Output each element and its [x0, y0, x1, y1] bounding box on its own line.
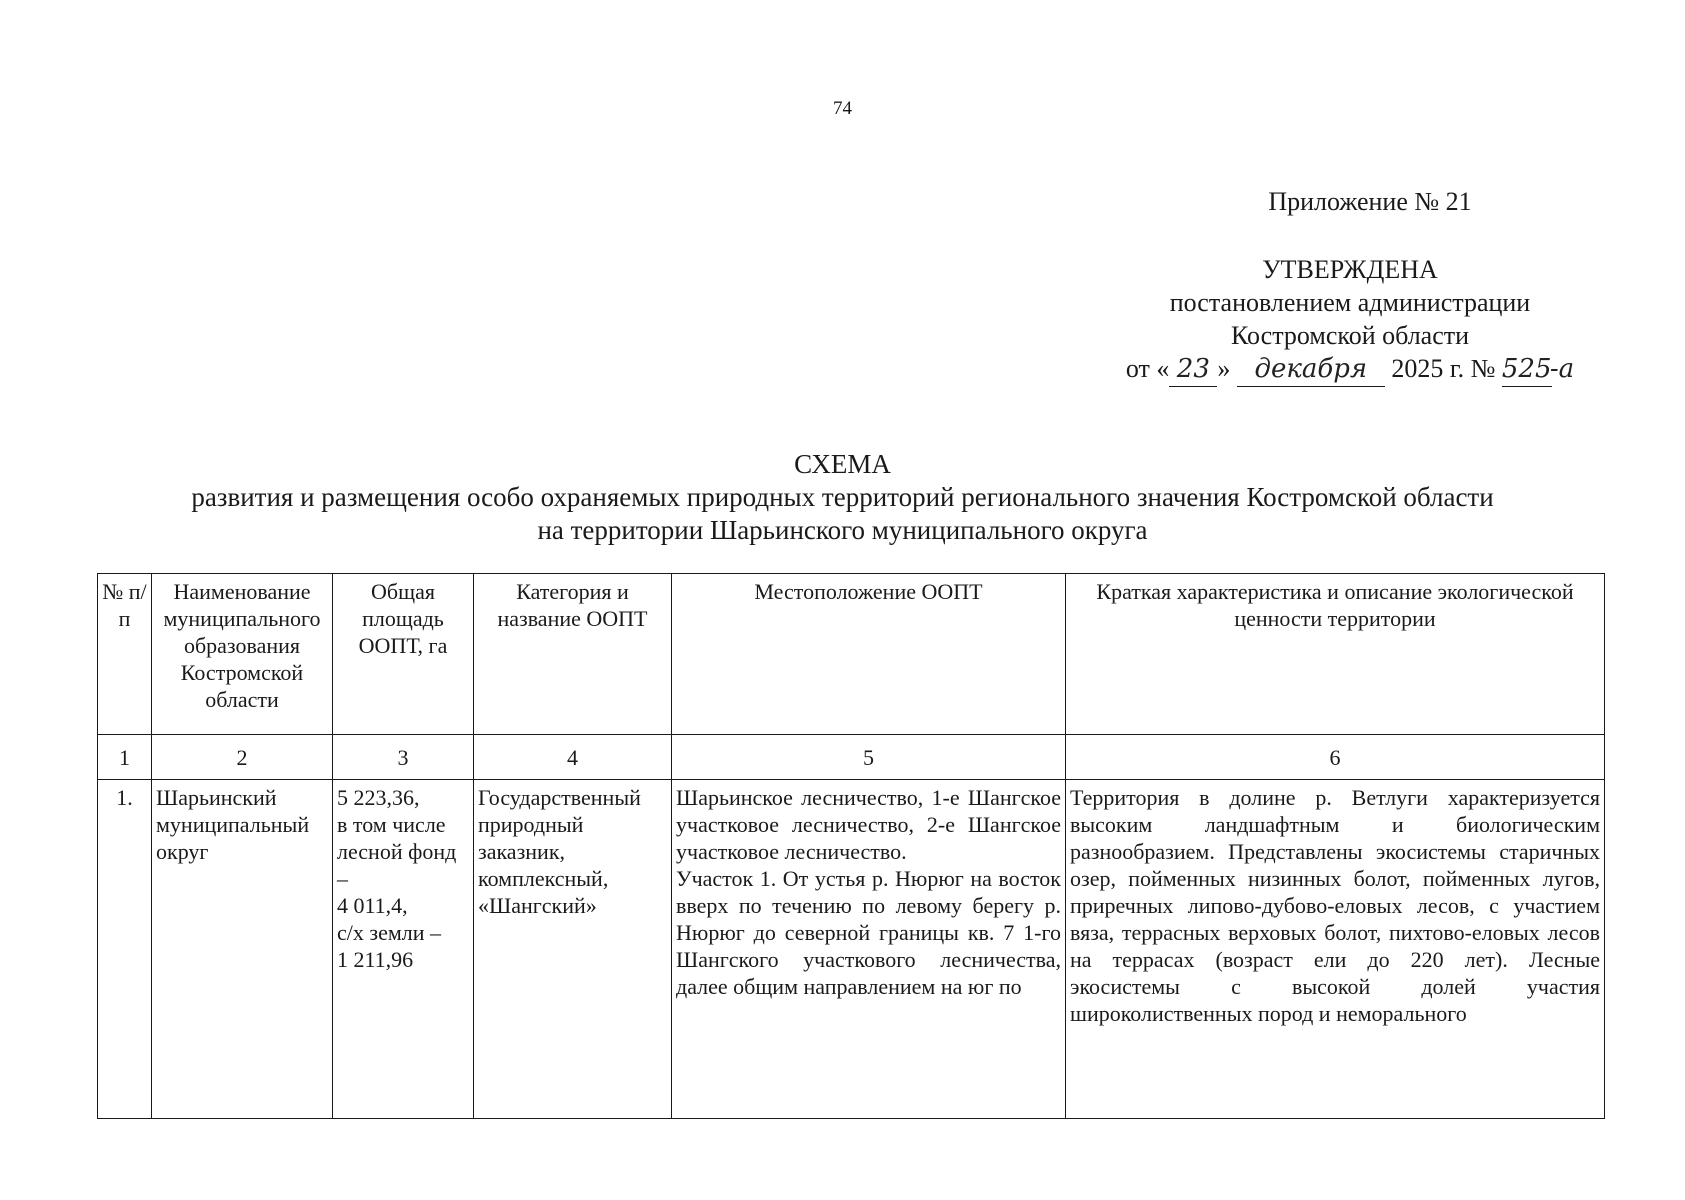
date-prefix: от « — [1125, 354, 1170, 383]
location-forestry: Шарьинское лесничество, 1-е Шангское участковое лесничество, 2-е Шангское участковое лесничество. — [676, 785, 1061, 864]
area-forest-label: в том числе лесной фонд – — [337, 812, 457, 891]
column-number-row — [98, 735, 1605, 780]
appendix-title: Приложение № 21 — [1268, 187, 1472, 216]
column-number: 1 — [98, 735, 152, 780]
header-category: Категория и название ООПТ — [474, 574, 672, 735]
column-number: 3 — [333, 735, 474, 780]
date-year: 2025 г. № — [1391, 354, 1496, 383]
row-municipality: Шарьинский муниципальный округ — [152, 780, 333, 1119]
row-num: 1. — [98, 780, 152, 1119]
header-municipality: Наименование муниципального образования Костромской области — [152, 574, 333, 735]
approved-by-line1: постановлением администрации — [1169, 288, 1531, 317]
appendix-block — [1120, 185, 1580, 387]
date-month-handwritten: декабря — [1237, 353, 1385, 387]
oopt-table — [97, 573, 1605, 1119]
table-row — [98, 780, 1605, 1119]
area-agri-label: с/х земли – — [337, 920, 442, 945]
area-forest-value: 4 011,4, — [337, 893, 408, 918]
page-number: 74 — [833, 98, 852, 119]
schema-subtitle-line1: развития и размещения особо охраняемых природных территорий регионального значения Костромской области — [191, 482, 1494, 512]
column-number: 4 — [474, 735, 672, 780]
table-header-row — [98, 574, 1605, 735]
row-location — [672, 780, 1066, 1119]
area-total: 5 223,36, — [337, 785, 420, 810]
header-description: Краткая характеристика и описание экологической ценности территории — [1066, 574, 1605, 735]
decree-number-suffix: -а — [1549, 354, 1575, 384]
column-number: 2 — [152, 735, 333, 780]
date-mid: » — [1217, 354, 1231, 383]
area-agri-value: 1 211,96 — [337, 947, 414, 972]
row-area — [333, 780, 474, 1119]
location-plot-1: Участок 1. От устья р. Нюрюг на восток вверх по течению по левому берегу р. Нюрюг до северной границы кв. 7 1-го Шангского участкового лесничества, далее общим направлением на юг по — [676, 866, 1061, 999]
approval-date-line — [1120, 352, 1580, 387]
description-text: Территория в долине р. Ветлуги характеризуется высоким ландшафтным и биологическим разнообразием. Представлены экосистемы старичных озер, пойменных низинных болот, пойменных лугов, приречных липово-дубово-еловых лесов, с участием вяза, террасных верховых болот, пихтово-еловых лесов на террасах (возраст ели до 220 лет). Лесные экосистемы с высокой долей участия широколиственных пород и неморального — [1070, 785, 1600, 1026]
header-location: Местоположение ООПТ — [672, 574, 1066, 735]
decree-number-handwritten: 525 — [1502, 353, 1552, 387]
column-number: 5 — [672, 735, 1066, 780]
schema-subtitle-line2: на территории Шарьинского муниципального округа — [537, 515, 1148, 545]
date-day-handwritten: 23 — [1169, 353, 1217, 387]
header-num: № п/п — [98, 574, 152, 735]
approved-label: УТВЕРЖДЕНА — [1262, 255, 1438, 284]
row-description — [1066, 780, 1605, 1119]
header-area: Общая площадь ООПТ, га — [333, 574, 474, 735]
row-category: Государственный природный заказник, комплексный, «Шангский» — [474, 780, 672, 1119]
schema-title: СХЕМА — [794, 449, 891, 479]
column-number: 6 — [1066, 735, 1605, 780]
approved-by-line2: Костромской области — [1230, 321, 1470, 350]
schema-heading — [0, 448, 1685, 547]
